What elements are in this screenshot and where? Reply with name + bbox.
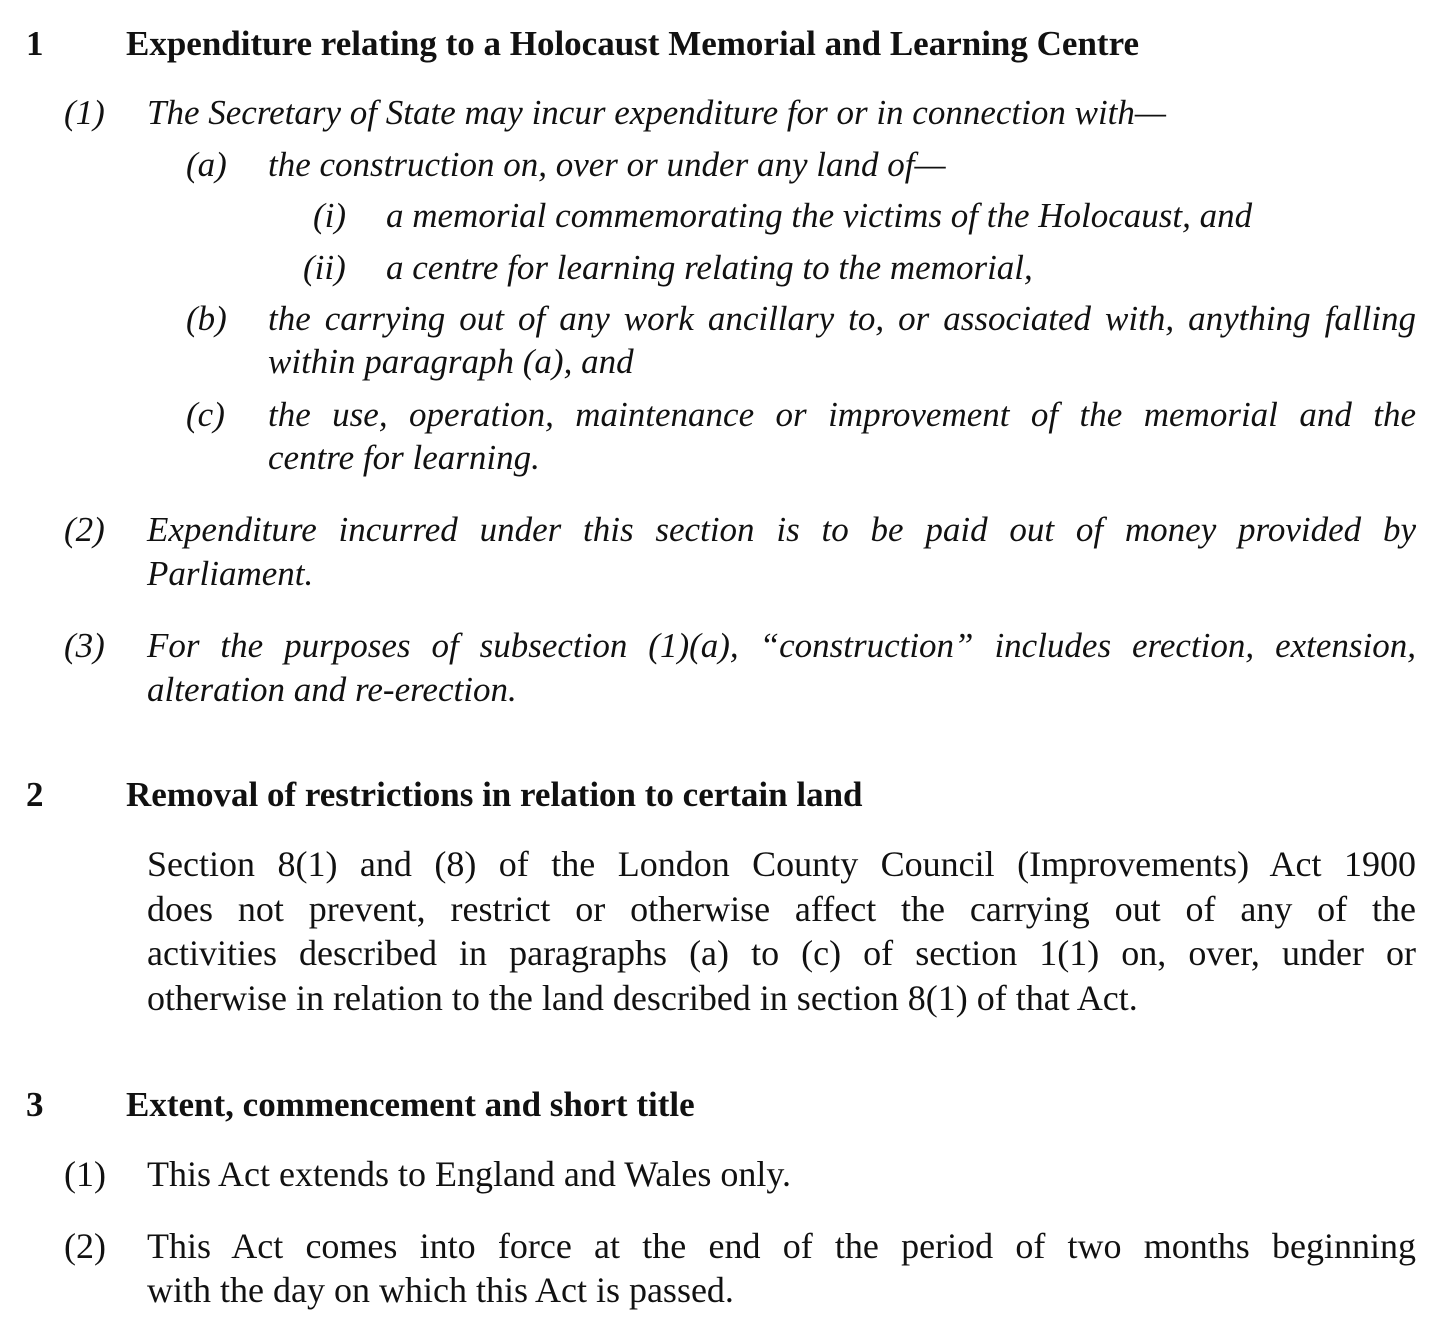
s1-sub1-text: The Secretary of State may incur expenditure for or in connection with— [147, 93, 1167, 132]
section-3-number: 3 [26, 1085, 44, 1124]
s1-sub1-para-b-label: (b) [186, 299, 227, 338]
s3-sub2-label: (2) [64, 1226, 106, 1266]
s1-sub1-para-a-text: the construction on, over or under any land of— [268, 145, 946, 184]
s1-para-a-sub-i-text: a memorial commemorating the victims of the Holocaust, and [386, 196, 1253, 235]
s3-sub2-line-1: This Act comes into force at the end of the period of two months beginning [147, 1226, 1416, 1266]
s1-sub2-line-1: Expenditure incurred under this section is to be paid out of money provided by [147, 510, 1416, 549]
s1-sub3-label: (3) [64, 626, 105, 665]
s1-sub1-para-a-label: (a) [186, 145, 227, 184]
section-2-heading: Removal of restrictions in relation to certain land [126, 775, 863, 814]
s1-para-a-sub-ii-label: (ii) [303, 248, 346, 287]
s1-sub1-label: (1) [64, 93, 105, 132]
section-1-heading: Expenditure relating to a Holocaust Memorial and Learning Centre [126, 24, 1140, 63]
s2-body-line-1: Section 8(1) and (8) of the London County Council (Improvements) Act 1900 [147, 844, 1416, 884]
section-2-number: 2 [26, 775, 44, 814]
s1-sub3-line-1: For the purposes of subsection (1)(a), “construction” includes erection, extension, [147, 626, 1416, 665]
s1-sub2-label: (2) [64, 510, 105, 549]
s1-sub1-para-c-label: (c) [186, 395, 225, 434]
section-1-number: 1 [26, 24, 44, 63]
s3-sub1-line-1: This Act extends to England and Wales only. [147, 1154, 791, 1194]
s3-sub1-label: (1) [64, 1154, 106, 1194]
s2-body-line-4: otherwise in relation to the land described in section 8(1) of that Act. [147, 978, 1138, 1018]
section-3-heading: Extent, commencement and short title [126, 1085, 695, 1124]
s2-body-line-2: does not prevent, restrict or otherwise affect the carrying out of any of the [147, 889, 1416, 929]
s1-sub2-line-2: Parliament. [147, 554, 314, 593]
s1-sub1-para-b-line-1: the carrying out of any work ancillary to, or associated with, anything falling [268, 299, 1416, 338]
s1-para-a-sub-i-label: (i) [313, 196, 347, 235]
s1-sub1-para-c-line-2: centre for learning. [268, 438, 540, 477]
s1-sub1-para-c-line-1: the use, operation, maintenance or improvement of the memorial and the [268, 395, 1416, 434]
s3-sub2-line-2: with the day on which this Act is passed. [147, 1270, 734, 1310]
s2-body-line-3: activities described in paragraphs (a) to (c) of section 1(1) on, over, under or [147, 933, 1416, 973]
s1-sub3-line-2: alteration and re-erection. [147, 670, 517, 709]
s1-sub1-para-b-line-2: within paragraph (a), and [268, 342, 634, 381]
s1-para-a-sub-ii-text: a centre for learning relating to the memorial, [386, 248, 1033, 287]
